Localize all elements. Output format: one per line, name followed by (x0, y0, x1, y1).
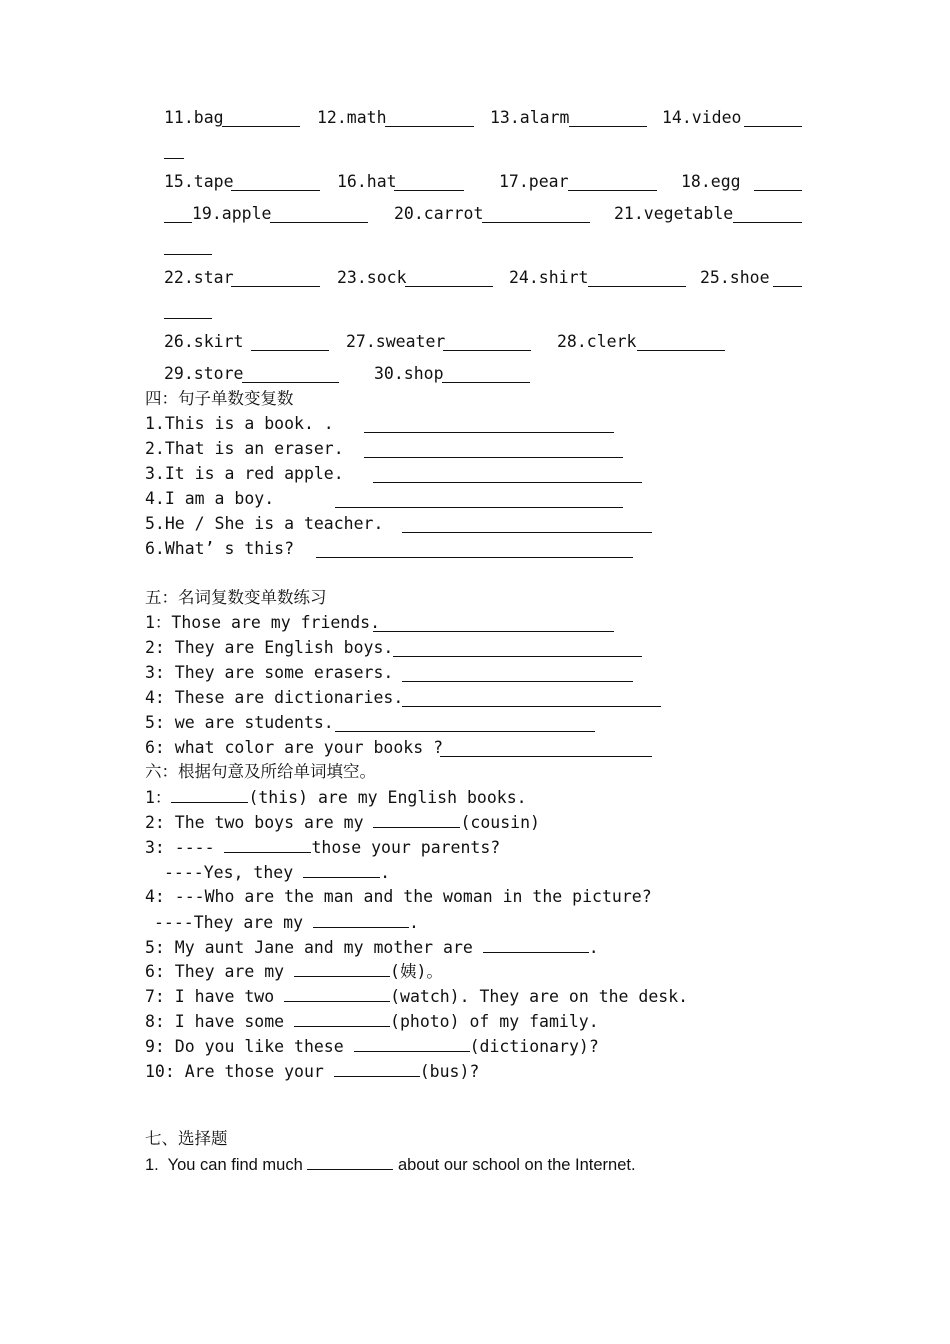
word-item-16: 16.hat (337, 172, 397, 191)
s6-q7-blank[interactable] (284, 986, 390, 1002)
word-blank-19[interactable] (270, 222, 368, 223)
s6-q3: 3: ---- those your parents? (145, 838, 501, 857)
s6-q8-blank[interactable] (294, 1011, 390, 1027)
s5-answer-5[interactable] (335, 731, 595, 732)
word-item-29: 29.store (164, 364, 244, 383)
s6-q10-blank[interactable] (334, 1061, 420, 1077)
word-item-28: 28.clerk (557, 332, 637, 351)
s4-answer-5[interactable] (402, 532, 652, 533)
s5-item-6: 6: what color are your books ? (145, 738, 444, 757)
s6-q7: 7: I have two (watch). They are on the desk. (145, 987, 689, 1006)
s4-item-6: 6.What’ s this? (145, 539, 295, 558)
word-item-18: 18.egg (681, 172, 741, 191)
s6-q3-answer: ----Yes, they . (164, 863, 391, 882)
s5-item-4: 4: These are dictionaries. (145, 688, 404, 707)
s4-answer-1[interactable] (364, 432, 614, 433)
word-blank-12[interactable] (385, 126, 474, 127)
word-blank-20[interactable] (482, 222, 590, 223)
s6-q1-blank[interactable] (171, 787, 248, 803)
s4-item-3: 3.It is a red apple. (145, 464, 344, 483)
s6-q4b-blank[interactable] (313, 912, 409, 928)
s6-q4: 4: ---Who are the man and the woman in the picture? (145, 887, 652, 906)
section5-heading: 五：名词复数变单数练习 (145, 588, 327, 607)
word-item-26: 26.skirt (164, 332, 244, 351)
s6-q9-blank[interactable] (354, 1036, 470, 1052)
word-item-25: 25.shoe (700, 268, 770, 287)
word-blank-28[interactable] (637, 350, 725, 351)
word-item-23: 23.sock (337, 268, 407, 287)
s4-item-2: 2.That is an eraser. (145, 439, 344, 458)
word-item-15: 15.tape (164, 172, 234, 191)
word-item-22: 22.star (164, 268, 234, 287)
word-blank-26[interactable] (251, 350, 329, 351)
s5-answer-3[interactable] (402, 681, 633, 682)
s6-q3-blank[interactable] (224, 837, 311, 853)
s5-answer-4[interactable] (402, 706, 661, 707)
section6-heading: 六：根据句意及所给单词填空。 (145, 762, 376, 781)
s4-item-1: 1.This is a book. . (145, 414, 334, 433)
s6-q5: 5: My aunt Jane and my mother are . (145, 938, 599, 957)
word-blank-14[interactable] (744, 126, 802, 127)
s5-item-3: 3: They are some erasers. (145, 663, 394, 682)
s4-item-4: 4.I am a boy. (145, 489, 275, 508)
word-item-27: 27.sweater (346, 332, 446, 351)
word-item-12: 12.math (317, 108, 387, 127)
s6-q9: 9: Do you like these (dictionary)? (145, 1037, 599, 1056)
word-blank-27[interactable] (443, 350, 531, 351)
word-item-17: 17.pear (499, 172, 569, 191)
word-blank-23[interactable] (405, 286, 493, 287)
s6-q5-blank[interactable] (483, 937, 589, 953)
s6-q8: 8: I have some (photo) of my family. (145, 1012, 599, 1031)
word-blank-25[interactable] (773, 286, 802, 287)
word-item-19: 19.apple (192, 204, 272, 223)
word-blank-24[interactable] (588, 286, 686, 287)
word-blank-16[interactable] (394, 190, 464, 191)
word-item-24: 24.shirt (509, 268, 589, 287)
s5-item-1: 1：Those are my friends. (145, 613, 381, 632)
s5-answer-2[interactable] (393, 656, 642, 657)
word-blank-18[interactable] (754, 190, 802, 191)
s6-q1: 1： (this) are my English books. (145, 788, 527, 807)
s4-answer-2[interactable] (364, 457, 623, 458)
s6-q10: 10: Are those your (bus)? (145, 1062, 480, 1081)
s6-q6: 6: They are my (姨)。 (145, 962, 443, 981)
word-blank-11[interactable] (222, 126, 300, 127)
s4-answer-6[interactable] (316, 557, 633, 558)
word-blank-25-cont[interactable] (164, 318, 212, 319)
word-item-20: 20.carrot (394, 204, 484, 223)
s6-q3b-blank[interactable] (303, 862, 380, 878)
word-item-21: 21.vegetable (614, 204, 734, 223)
s4-answer-4[interactable] (335, 507, 623, 508)
s7-q1: 1. You can find much about our school on the Internet. (145, 1156, 636, 1174)
s5-item-2: 2: They are English boys. (145, 638, 394, 657)
s4-item-5: 5.He / She is a teacher. (145, 514, 384, 533)
section4-heading: 四：句子单数变复数 (145, 389, 294, 408)
word-item-30: 30.shop (374, 364, 444, 383)
s5-answer-1[interactable] (373, 631, 614, 632)
s5-item-5: 5: we are students. (145, 713, 334, 732)
word-blank-15[interactable] (231, 190, 320, 191)
s6-q6-blank[interactable] (294, 961, 390, 977)
word-item-11: 11.bag (164, 108, 224, 127)
section7-heading: 七、选择题 (145, 1129, 228, 1148)
s6-q2-blank[interactable] (373, 812, 460, 828)
s6-q4-answer: ----They are my . (154, 913, 419, 932)
s7-q1-blank[interactable] (307, 1154, 393, 1170)
word-item-13: 13.alarm (490, 108, 570, 127)
s5-answer-6[interactable] (440, 756, 652, 757)
s4-answer-3[interactable] (373, 482, 642, 483)
word-item-14: 14.video (662, 108, 742, 127)
word-blank-30[interactable] (442, 382, 530, 383)
word-blank-14-cont[interactable] (164, 158, 184, 159)
word-blank-17[interactable] (568, 190, 657, 191)
word-blank-18-cont[interactable] (164, 222, 192, 223)
s6-q2: 2: The two boys are my (cousin) (145, 813, 540, 832)
word-blank-13[interactable] (569, 126, 647, 127)
word-blank-21[interactable] (733, 222, 802, 223)
word-blank-29[interactable] (242, 382, 339, 383)
word-blank-21-cont[interactable] (164, 254, 212, 255)
word-blank-22[interactable] (231, 286, 320, 287)
